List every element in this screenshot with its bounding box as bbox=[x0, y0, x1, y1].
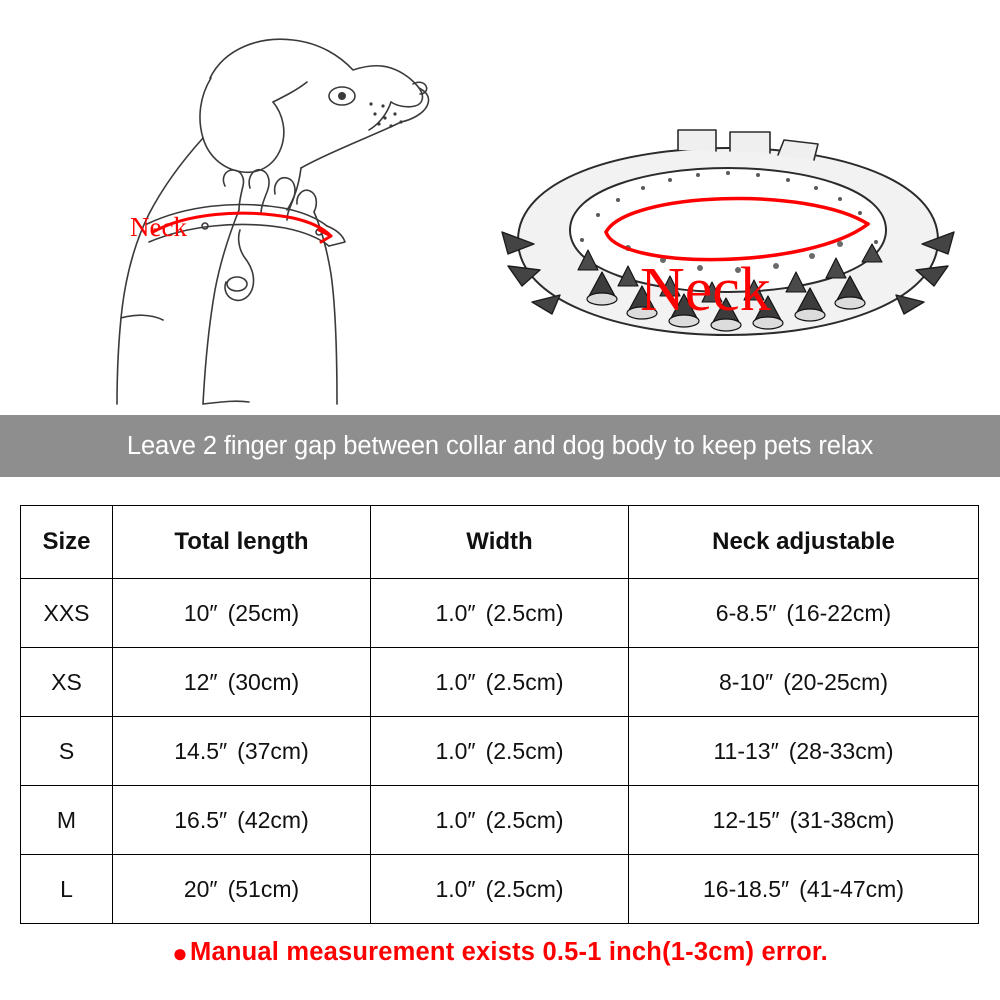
value-neck-cm: (31-38cm) bbox=[789, 806, 895, 833]
value-length-cm: (30cm) bbox=[227, 668, 300, 695]
value-neck-cm: (41-47cm) bbox=[799, 875, 904, 902]
value-length-cm: (42cm) bbox=[237, 806, 309, 833]
cell-total-length bbox=[113, 717, 371, 786]
value-length-in: 12″ bbox=[183, 668, 218, 695]
table-row bbox=[21, 648, 979, 717]
value-length-in: 16.5″ bbox=[174, 806, 228, 833]
value-width-cm: (2.5cm) bbox=[485, 875, 564, 902]
cell-neck bbox=[629, 579, 979, 648]
cell-width bbox=[371, 648, 629, 717]
cell-width bbox=[371, 855, 629, 924]
cell-neck bbox=[629, 648, 979, 717]
cell-width bbox=[371, 717, 629, 786]
value-width-in: 1.0″ bbox=[435, 737, 476, 764]
header-width: Width bbox=[371, 506, 629, 579]
dog-neck-label: Neck bbox=[130, 212, 187, 242]
instruction-text: Leave 2 finger gap between collar and dog body to keep pets relax bbox=[126, 431, 874, 460]
collar-illustration bbox=[478, 120, 978, 380]
cell-total-length bbox=[113, 786, 371, 855]
value-neck-in: 11-13″ bbox=[713, 737, 779, 764]
table-row bbox=[21, 786, 979, 855]
value-length-cm: (37cm) bbox=[237, 737, 309, 764]
cell-width bbox=[371, 579, 629, 648]
footnote bbox=[0, 938, 1000, 969]
cell-total-length bbox=[113, 648, 371, 717]
value-length-cm: (51cm) bbox=[227, 875, 300, 902]
cell-size: M bbox=[21, 786, 113, 855]
header-total-length: Total length bbox=[113, 506, 371, 579]
size-chart-table bbox=[20, 505, 979, 924]
value-neck-in: 16-18.5″ bbox=[703, 875, 790, 902]
value-length-in: 14.5″ bbox=[174, 737, 228, 764]
value-neck-cm: (16-22cm) bbox=[786, 599, 892, 626]
value-width-in: 1.0″ bbox=[435, 668, 476, 695]
value-width-cm: (2.5cm) bbox=[485, 668, 564, 695]
cell-total-length bbox=[113, 579, 371, 648]
header-size: Size bbox=[21, 506, 113, 579]
cell-neck bbox=[629, 855, 979, 924]
value-length-cm: (25cm) bbox=[227, 599, 300, 626]
illustration-area bbox=[0, 0, 1000, 415]
value-neck-in: 8-10″ bbox=[719, 668, 774, 695]
cell-size: L bbox=[21, 855, 113, 924]
value-width-cm: (2.5cm) bbox=[485, 737, 564, 764]
value-neck-in: 12-15″ bbox=[712, 806, 780, 833]
value-neck-cm: (28-33cm) bbox=[788, 737, 894, 764]
footnote-text: Manual measurement exists 0.5-1 inch(1-3cm) error. bbox=[190, 938, 828, 967]
value-width-in: 1.0″ bbox=[435, 875, 476, 902]
cell-size: XS bbox=[21, 648, 113, 717]
table-header-row bbox=[21, 506, 979, 579]
instruction-banner bbox=[0, 415, 1000, 477]
table-row bbox=[21, 717, 979, 786]
cell-width bbox=[371, 786, 629, 855]
dog-illustration bbox=[35, 18, 455, 408]
bullet-icon: ● bbox=[172, 938, 189, 968]
size-table-area bbox=[20, 505, 978, 924]
table-row bbox=[21, 855, 979, 924]
cell-neck bbox=[629, 786, 979, 855]
cell-size: S bbox=[21, 717, 113, 786]
value-width-cm: (2.5cm) bbox=[485, 599, 564, 626]
table-row bbox=[21, 579, 979, 648]
collar-neck-label: Neck bbox=[640, 256, 771, 324]
cell-neck bbox=[629, 717, 979, 786]
cell-total-length bbox=[113, 855, 371, 924]
value-width-in: 1.0″ bbox=[435, 806, 476, 833]
value-length-in: 20″ bbox=[183, 875, 218, 902]
value-width-in: 1.0″ bbox=[435, 599, 476, 626]
value-neck-cm: (20-25cm) bbox=[783, 668, 888, 695]
value-width-cm: (2.5cm) bbox=[485, 806, 564, 833]
cell-size: XXS bbox=[21, 579, 113, 648]
header-neck-adjustable: Neck adjustable bbox=[629, 506, 979, 579]
value-neck-in: 6-8.5″ bbox=[715, 599, 777, 626]
value-length-in: 10″ bbox=[183, 599, 218, 626]
